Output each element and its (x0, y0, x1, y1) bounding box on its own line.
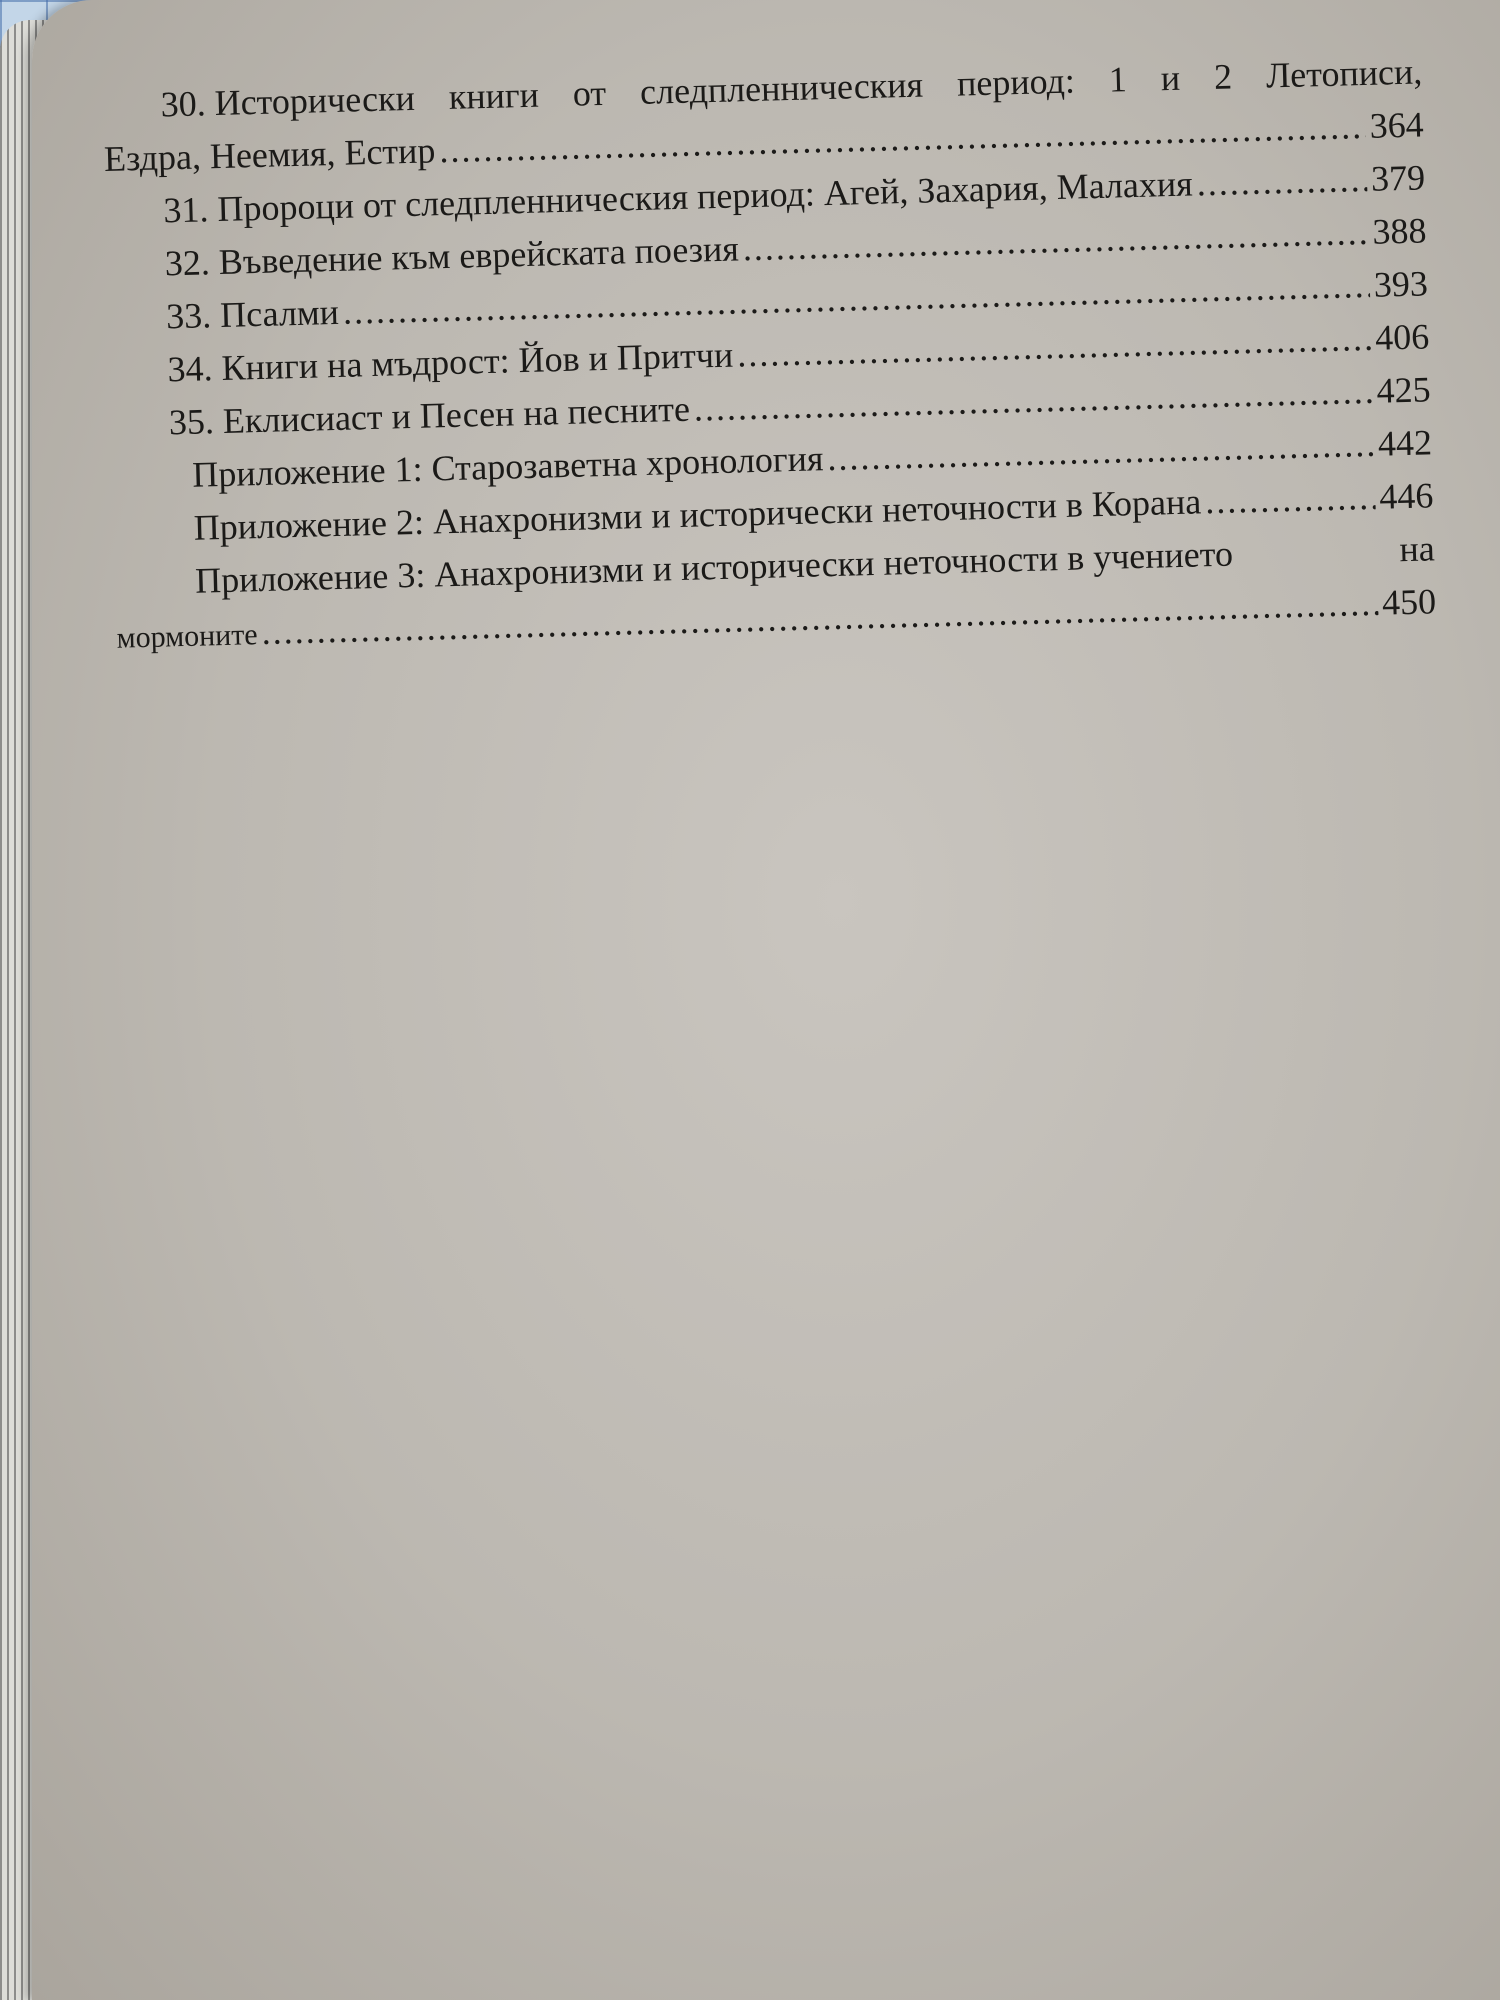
toc-entry-title: 32. Въведение към еврейската поезия (164, 228, 740, 284)
toc-entry-title: 35. Еклисиаст и Песен на песните (168, 388, 691, 443)
toc-entry-title: 31. Пророци от следпленническия период: Агей, Захария, Малахия (162, 163, 1194, 231)
book-page (32, 0, 1500, 2000)
toc-word: от (572, 72, 607, 114)
toc-page-number: 446 (1378, 475, 1434, 517)
toc-entry-title: Приложение 3: Анахронизми и исторически неточности в учението (194, 533, 1234, 601)
toc-entry-title: 34. Книги на мъдрост: Йов и Притчи (167, 334, 734, 390)
toc-word: 2 (1213, 56, 1233, 97)
table-of-contents (102, 45, 1437, 664)
toc-word: и (1160, 57, 1181, 99)
toc-word: 1 (1108, 59, 1128, 100)
dot-leader (1196, 153, 1368, 210)
toc-page-number: 406 (1374, 316, 1430, 358)
toc-page-number: 388 (1371, 210, 1427, 252)
toc-page-number: 425 (1376, 369, 1432, 411)
toc-entry-title: мормоните (116, 618, 259, 655)
toc-page-number: 364 (1369, 104, 1425, 146)
toc-word: Летописи, (1265, 51, 1423, 96)
toc-entry-title: Приложение 2: Анахронизми и исторически неточности в Корана (193, 481, 1202, 548)
toc-word: следпленническия (639, 64, 924, 112)
toc-entry-title-end: на (1398, 528, 1436, 570)
toc-word: 30. Исторически (160, 77, 416, 125)
toc-page-number: 379 (1370, 157, 1426, 199)
toc-word: книги (448, 74, 540, 117)
toc-page-number: 450 (1381, 581, 1437, 623)
toc-entry-title: Ездра, Неемия, Естир (103, 130, 436, 179)
toc-page-number: 393 (1373, 263, 1429, 305)
toc-word: период: (956, 60, 1076, 104)
dot-leader (1204, 471, 1376, 528)
toc-page-number: 442 (1377, 422, 1433, 464)
toc-entry-title: 33. Псалми (165, 291, 340, 337)
toc-entry-title: Приложение 1: Старозаветна хронология (191, 438, 824, 495)
